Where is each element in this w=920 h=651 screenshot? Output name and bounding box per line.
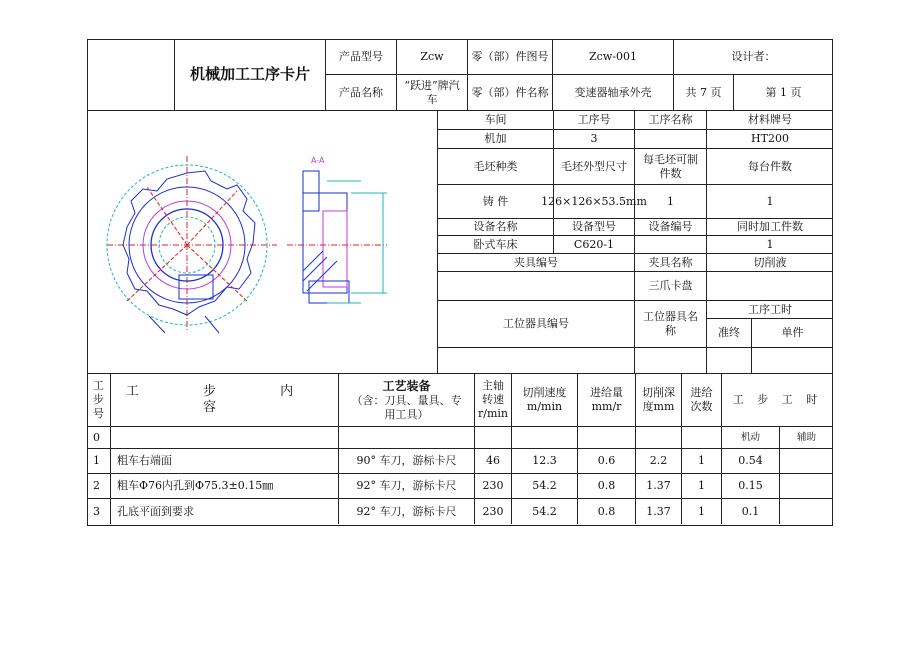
section-label: A-A	[311, 156, 325, 165]
blank-size-label: 毛坯外型尺寸	[554, 149, 635, 185]
header-blank-cell	[87, 39, 175, 111]
product-model-label: 产品型号	[326, 39, 397, 75]
step-machine-time: 0.54	[722, 449, 780, 474]
station-tool-no-value	[438, 348, 635, 374]
step-speed: 12.3	[512, 449, 578, 474]
part-drawing-no-value: Zcw-001	[553, 39, 674, 75]
section-hatch-1	[303, 251, 323, 271]
step-aux-time	[780, 499, 833, 524]
depth-header: 切削深度mm	[636, 374, 682, 427]
step-depth: 2.2	[636, 449, 682, 474]
simul-label: 同时加工件数	[707, 219, 833, 236]
equip-name-value: 卧式车床	[438, 236, 554, 254]
card-title: 机械加工工序卡片	[175, 39, 326, 111]
step-equipment: 92° 车刀，游标卡尺	[339, 474, 475, 499]
process-no-label: 工序号	[554, 111, 635, 130]
page-number: 第 1 页	[734, 75, 833, 111]
pieces-per-blank-label: 每毛坯可制件数	[635, 149, 707, 185]
process-card	[87, 39, 833, 526]
step-passes: 1	[682, 499, 722, 524]
step-feed	[578, 427, 636, 449]
equip-name-label: 设备名称	[438, 219, 554, 236]
designer-label: 设计者：	[674, 39, 833, 75]
fixture-no-label: 夹具编号	[438, 254, 635, 272]
equip-no-value	[635, 236, 707, 254]
fixture-name-value: 三爪卡盘	[635, 272, 707, 301]
blank-size-value: 126×126×53.5mm	[554, 185, 635, 219]
per-machine-value: 1	[707, 185, 833, 219]
equip-model-label: 设备型号	[554, 219, 635, 236]
fixture-no-value	[438, 272, 635, 301]
passes-header: 进给次数	[682, 374, 722, 427]
step-spindle	[475, 427, 512, 449]
slot-feature	[179, 275, 213, 299]
prep-time-value	[707, 348, 752, 374]
step-no: 3	[87, 499, 111, 524]
step-no: 0	[87, 427, 111, 449]
product-name-label: 产品名称	[326, 75, 397, 111]
blank-type-label: 毛坯种类	[438, 149, 554, 185]
station-tool-name-label: 工位器具名称	[635, 301, 707, 348]
process-time-label: 工序工时	[707, 301, 833, 319]
equipment-header-bold: 工艺装备	[382, 378, 431, 393]
material-label: 材料牌号	[707, 111, 833, 130]
step-passes: 1	[682, 449, 722, 474]
equipment-header-rest: （含：刀具、量具、专用工具）	[351, 393, 462, 421]
equip-model-value: C620-1	[554, 236, 635, 254]
simul-value: 1	[707, 236, 833, 254]
step-feed: 0.6	[578, 449, 636, 474]
section-mark-right	[205, 316, 219, 333]
step-content-header: 工 步 内 容	[111, 374, 339, 427]
product-model-value: Zcw	[397, 39, 468, 75]
workshop-label: 车间	[438, 111, 554, 130]
step-no-header: 工步号	[87, 374, 111, 427]
section-body	[303, 193, 347, 293]
step-content: 孔底平面到要求	[111, 499, 339, 524]
part-drawing-no-label: 零（部）件图号	[468, 39, 553, 75]
unit-time-value	[752, 348, 833, 374]
step-content	[111, 427, 339, 449]
step-content: 粗车右端面	[111, 449, 339, 474]
step-spindle: 230	[475, 499, 512, 524]
step-feed: 0.8	[578, 474, 636, 499]
step-depth: 1.37	[636, 499, 682, 524]
step-machine-time: 0.15	[722, 474, 780, 499]
step-depth: 1.37	[636, 474, 682, 499]
machine-time-header: 机动	[722, 427, 780, 449]
step-machine-time: 0.1	[722, 499, 780, 524]
station-tool-no-label: 工位器具编号	[438, 301, 635, 348]
pieces-per-blank-value: 1	[635, 185, 707, 219]
feed-header: 进给量mm/r	[578, 374, 636, 427]
part-name-label: 零（部）件名称	[468, 75, 553, 111]
step-equipment: 92° 车刀，游标卡尺	[339, 499, 475, 524]
equip-no-label: 设备编号	[635, 219, 707, 236]
unit-time-label: 单件	[752, 319, 833, 348]
cut-speed-header: 切削速度m/min	[512, 374, 578, 427]
prep-time-label: 准终	[707, 319, 752, 348]
part-name-value: 变速器轴承外壳	[553, 75, 674, 111]
step-content: 粗车Φ76内孔到Φ75.3±0.15㎜	[111, 474, 339, 499]
step-spindle: 230	[475, 474, 512, 499]
coolant-label: 切削液	[707, 254, 833, 272]
step-aux-time	[780, 474, 833, 499]
step-no: 2	[87, 474, 111, 499]
aux-time-header: 辅助	[780, 427, 833, 449]
step-speed: 54.2	[512, 499, 578, 524]
part-drawing-svg	[87, 111, 437, 373]
process-name-value	[635, 130, 707, 149]
fixture-name-label: 夹具名称	[635, 254, 707, 272]
step-speed	[512, 427, 578, 449]
process-name-label: 工序名称	[635, 111, 707, 130]
step-aux-time	[780, 449, 833, 474]
step-no: 1	[87, 449, 111, 474]
radial-1	[147, 187, 187, 245]
section-flange	[303, 171, 319, 211]
step-time-header: 工 步 工 时	[722, 374, 833, 427]
step-equipment	[339, 427, 475, 449]
step-passes	[682, 427, 722, 449]
station-tool-name-value	[635, 348, 707, 374]
step-passes: 1	[682, 474, 722, 499]
step-feed: 0.8	[578, 499, 636, 524]
product-name-value: “跃进”牌汽车	[397, 75, 468, 111]
workshop-value: 机加	[438, 130, 554, 149]
coolant-value	[707, 272, 833, 301]
process-no-value: 3	[554, 130, 635, 149]
section-base	[309, 281, 349, 303]
section-bore	[323, 211, 347, 287]
step-depth	[636, 427, 682, 449]
equipment-header	[339, 374, 475, 427]
section-mark-left	[149, 316, 165, 333]
step-equipment: 90° 车刀，游标卡尺	[339, 449, 475, 474]
step-speed: 54.2	[512, 474, 578, 499]
per-machine-label: 每台件数	[707, 149, 833, 185]
spindle-header: 主轴转速r/min	[475, 374, 512, 427]
total-pages: 共 7 页	[674, 75, 734, 111]
part-drawing	[87, 111, 438, 374]
material-value: HT200	[707, 130, 833, 149]
step-spindle: 46	[475, 449, 512, 474]
radial-2	[187, 191, 237, 245]
blank-type-value: 铸 件	[438, 185, 554, 219]
